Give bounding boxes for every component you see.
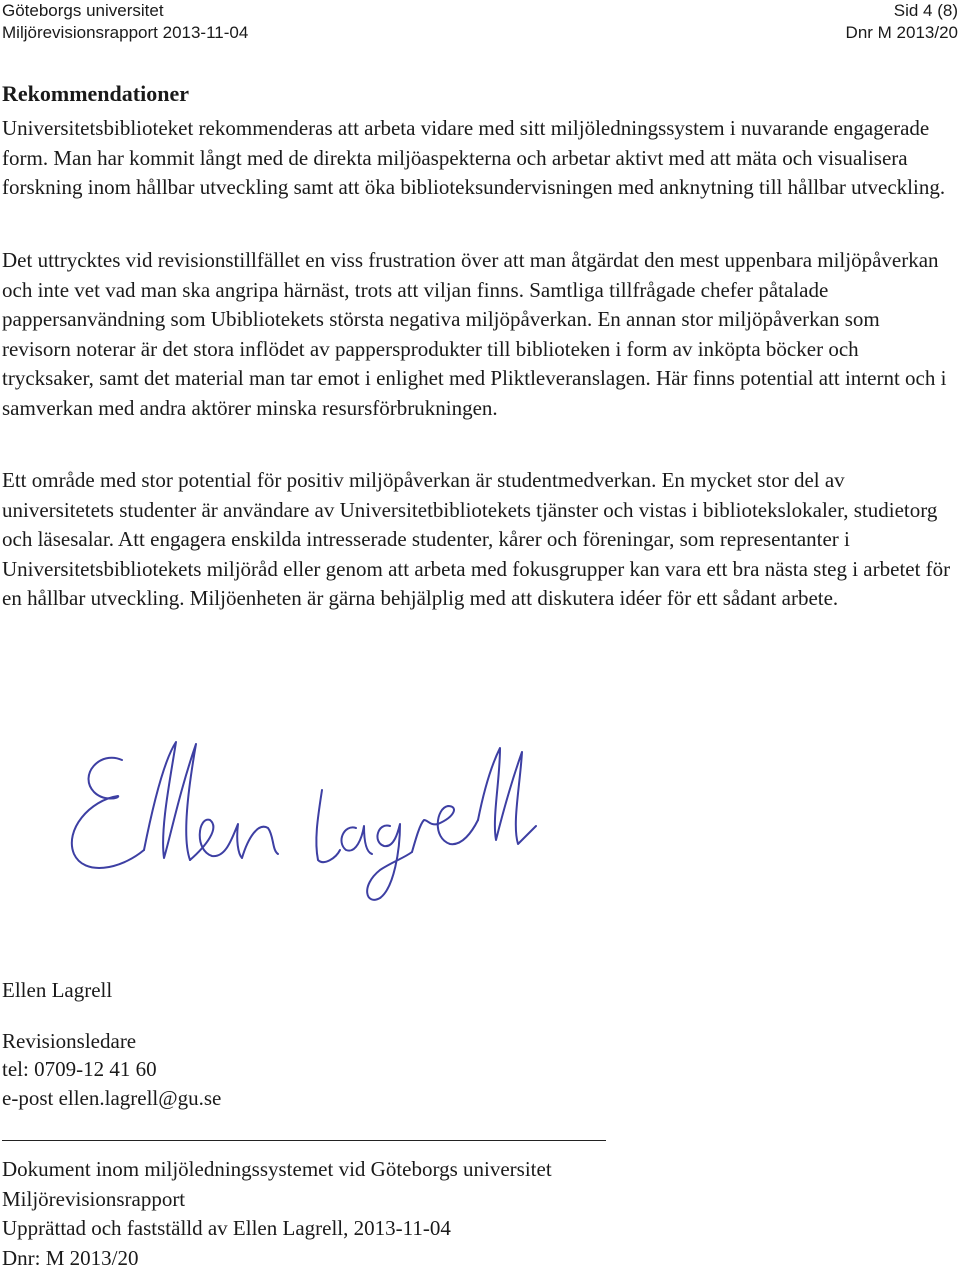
paragraph-frustration: Det uttrycktes vid revisionstillfället en viss frustration över att man åtgärdat den mest uppenbara miljöpåverkan och inte vet vad man ska angripa härnäst, trots att viljan finns. Samtliga tillfrågade chefer påtalade pappersanvändning som Ubibliotekets största negativa miljöpåverkan. En annan stor miljöpåverkan som revisorn noterar är det stora inflödet av pappersprodukter till biblioteken i form av inköpta böcker och trycksaker, samt det material man tar emot i enlighet med Pliktleveranslagen. Här finns potential att internt och i samverkan med andra aktörer minska resursförbrukningen. <box>2 246 952 423</box>
page-header <box>0 0 960 44</box>
page-footer <box>2 1155 552 1273</box>
section-heading: Rekommendationer <box>2 80 189 108</box>
paragraph-recommendation: Universitetsbiblioteket rekommenderas att arbeta vidare med sitt miljöledningssystem i nuvarande engagerade form. Man har kommit långt med de direkta miljöaspekterna och arbetar aktivt med att mäta och visualisera forskning inom hållbar utveckling samt att öka biblioteksundervisningen med anknytning till hållbar utveckling. <box>2 114 952 203</box>
footer-line-prepared-by: Upprättad och fastställd av Ellen Lagrell, 2013-11-04 <box>2 1214 552 1244</box>
footer-line-dnr: Dnr: M 2013/20 <box>2 1244 552 1273</box>
header-row-top <box>0 0 960 22</box>
signer-email: e-post ellen.lagrell@gu.se <box>2 1084 221 1113</box>
footer-line-document-system: Dokument inom miljöledningssystemet vid Göteborgs universitet <box>2 1155 552 1185</box>
signer-name: Ellen Lagrell <box>2 976 112 1005</box>
footer-divider <box>2 1140 606 1141</box>
header-page-number: Sid 4 (8) <box>894 0 958 22</box>
footer-line-report-type: Miljörevisionsrapport <box>2 1185 552 1215</box>
header-row-bottom <box>0 22 960 44</box>
signer-title: Revisionsledare <box>2 1027 136 1056</box>
header-org: Göteborgs universitet <box>2 0 164 22</box>
paragraph-student-involvement: Ett område med stor potential för positiv miljöpåverkan är studentmedverkan. En mycket stor del av universitetets studenter är användare av Universitetbibliotekets tjänster och vistas i bibliotekslokaler, studietorg och läsesalar. Att engagera enskilda intresserade studenter, kårer och föreningar, som representanter i Universitetsbibliotekets miljöråd eller genom att arbeta med fokusgrupper kan vara ett bra nästa steg i arbetet för en hållbar utveckling. Miljöenheten är gärna behjälplig med att diskutera idéer för ett sådant arbete. <box>2 466 952 614</box>
signer-phone: tel: 0709-12 41 60 <box>2 1055 157 1084</box>
header-report: Miljörevisionsrapport 2013-11-04 <box>2 22 248 44</box>
handwritten-signature <box>60 720 540 920</box>
header-dnr: Dnr M 2013/20 <box>846 22 958 44</box>
